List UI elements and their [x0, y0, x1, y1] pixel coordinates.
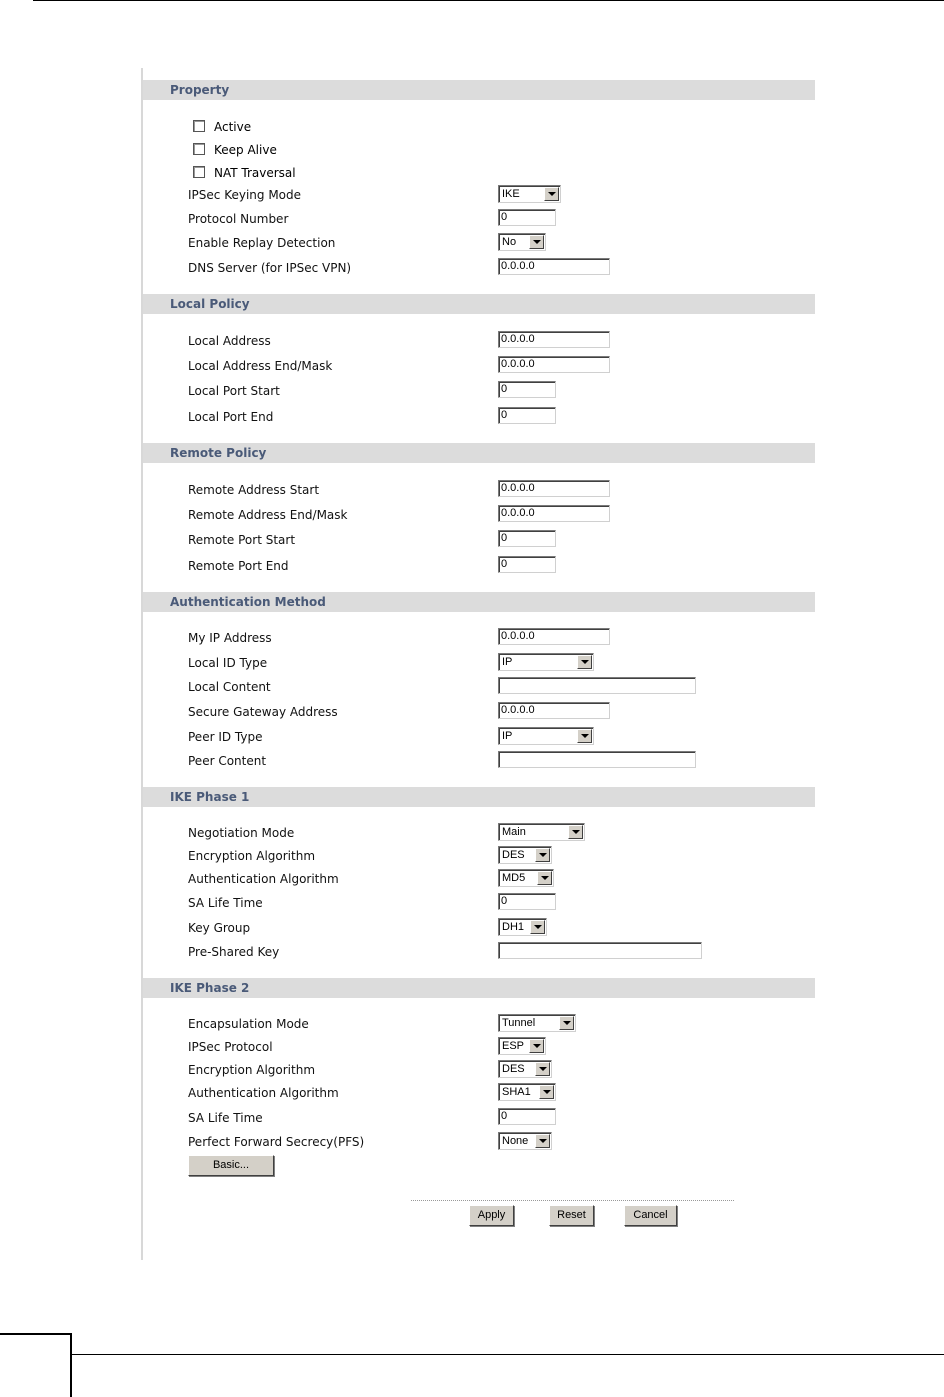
ike2-sa-life-input[interactable]: 0 [498, 1108, 556, 1125]
select-value: IP [502, 656, 513, 668]
local-address-label: Local Address [188, 334, 271, 348]
ipsec-protocol-label: IPSec Protocol [188, 1040, 273, 1054]
protocol-number-label: Protocol Number [188, 212, 289, 226]
ike1-authentication-select[interactable] [498, 869, 554, 887]
active-label: Active [214, 120, 252, 134]
ike1-encryption-label: Encryption Algorithm [188, 849, 316, 863]
remote-address-start-label: Remote Address Start [188, 483, 320, 497]
chevron-down-icon [559, 1016, 574, 1030]
secure-gateway-label: Secure Gateway Address [188, 705, 338, 719]
active-checkbox[interactable] [193, 120, 205, 132]
select-value: None [502, 1135, 529, 1147]
section-title: IKE Phase 1 [170, 790, 250, 804]
section-header-property [143, 80, 815, 100]
local-port-end-label: Local Port End [188, 410, 274, 424]
local-id-type-label: Local ID Type [188, 656, 268, 670]
keep-alive-checkbox[interactable] [193, 143, 205, 155]
remote-address-end-input[interactable]: 0.0.0.0 [498, 505, 610, 522]
remote-port-end-label: Remote Port End [188, 559, 289, 573]
select-value: MD5 [502, 872, 526, 884]
ike2-sa-life-label: SA Life Time [188, 1111, 263, 1125]
pfs-label: Perfect Forward Secrecy(PFS) [188, 1135, 365, 1149]
section-header-local-policy [143, 294, 815, 314]
section-header-remote-policy [143, 443, 815, 463]
my-ip-input[interactable]: 0.0.0.0 [498, 628, 610, 645]
ike2-encryption-label: Encryption Algorithm [188, 1063, 316, 1077]
select-value: IKE [502, 188, 520, 200]
pfs-select[interactable] [498, 1132, 552, 1150]
local-address-input[interactable]: 0.0.0.0 [498, 331, 610, 348]
replay-detection-label: Enable Replay Detection [188, 236, 336, 250]
ike1-encryption-select[interactable] [498, 846, 552, 864]
local-port-end-input[interactable]: 0 [498, 407, 556, 424]
peer-id-type-select[interactable] [498, 727, 594, 745]
select-value: IP [502, 730, 513, 742]
local-port-start-input[interactable]: 0 [498, 381, 556, 398]
chevron-down-icon [539, 1085, 554, 1099]
section-title: Authentication Method [170, 595, 326, 609]
footer-rule [72, 1354, 944, 1355]
negotiation-mode-label: Negotiation Mode [188, 826, 295, 840]
chevron-down-icon [529, 235, 544, 249]
select-value: DH1 [502, 921, 525, 933]
local-address-end-label: Local Address End/Mask [188, 359, 333, 373]
ike1-authentication-label: Authentication Algorithm [188, 872, 339, 886]
chevron-down-icon [537, 871, 552, 885]
ike2-authentication-select[interactable] [498, 1083, 556, 1101]
local-id-type-select[interactable] [498, 653, 594, 671]
section-title: Local Policy [170, 297, 250, 311]
negotiation-mode-select[interactable] [498, 823, 585, 841]
remote-port-start-label: Remote Port Start [188, 533, 296, 547]
key-group-label: Key Group [188, 921, 251, 935]
nat-traversal-checkbox[interactable] [193, 166, 205, 178]
key-group-select[interactable] [498, 918, 547, 936]
chevron-down-icon [577, 655, 592, 669]
my-ip-label: My IP Address [188, 631, 272, 645]
pre-shared-key-input[interactable] [498, 942, 702, 959]
pre-shared-key-label: Pre-Shared Key [188, 945, 280, 959]
remote-port-start-input[interactable]: 0 [498, 530, 556, 547]
local-content-label: Local Content [188, 680, 271, 694]
select-value: ESP [502, 1040, 525, 1052]
remote-address-start-input[interactable]: 0.0.0.0 [498, 480, 610, 497]
ike2-authentication-label: Authentication Algorithm [188, 1086, 339, 1100]
select-value: Tunnel [502, 1017, 536, 1029]
encapsulation-mode-label: Encapsulation Mode [188, 1017, 309, 1031]
select-value: No [502, 236, 517, 248]
chevron-down-icon [535, 1062, 550, 1076]
chevron-down-icon [530, 920, 545, 934]
local-port-start-label: Local Port Start [188, 384, 280, 398]
keep-alive-label: Keep Alive [214, 143, 277, 157]
peer-content-label: Peer Content [188, 754, 267, 768]
peer-id-type-label: Peer ID Type [188, 730, 263, 744]
local-content-input[interactable] [498, 677, 696, 694]
select-value: Main [502, 826, 526, 838]
chevron-down-icon [568, 825, 583, 839]
chevron-down-icon [535, 1134, 550, 1148]
section-title: Remote Policy [170, 446, 267, 460]
remote-address-end-label: Remote Address End/Mask [188, 508, 348, 522]
section-header-ike-phase2 [143, 978, 815, 998]
replay-detection-select[interactable] [498, 233, 546, 251]
chevron-down-icon [529, 1039, 544, 1053]
panel-left-border [141, 68, 143, 1260]
select-value: DES [502, 1063, 525, 1075]
select-value: DES [502, 849, 525, 861]
divider [411, 1200, 734, 1201]
ipsec-keying-mode-label: IPSec Keying Mode [188, 188, 302, 202]
chevron-down-icon [544, 187, 559, 201]
dns-server-label: DNS Server (for IPSec VPN) [188, 261, 352, 275]
encapsulation-mode-select[interactable] [498, 1014, 576, 1032]
cancel-button[interactable]: Cancel [624, 1205, 677, 1226]
secure-gateway-input[interactable]: 0.0.0.0 [498, 702, 610, 719]
ike1-sa-life-input[interactable]: 0 [498, 893, 556, 910]
apply-button[interactable]: Apply [469, 1205, 514, 1226]
section-title: IKE Phase 2 [170, 981, 250, 995]
ipsec-keying-mode-select[interactable] [498, 185, 561, 203]
select-value: SHA1 [502, 1086, 531, 1098]
remote-port-end-input[interactable]: 0 [498, 556, 556, 573]
protocol-number-input[interactable]: 0 [498, 209, 556, 226]
dns-server-input[interactable]: 0.0.0.0 [498, 258, 610, 275]
section-header-authentication [143, 592, 815, 612]
basic-button[interactable]: Basic... [188, 1155, 274, 1176]
chevron-down-icon [577, 729, 592, 743]
section-title: Property [170, 83, 230, 97]
page-number-box [0, 1333, 72, 1397]
top-rule [33, 0, 944, 1]
local-address-end-input[interactable]: 0.0.0.0 [498, 356, 610, 373]
ike2-encryption-select[interactable] [498, 1060, 552, 1078]
nat-traversal-label: NAT Traversal [214, 166, 296, 180]
chevron-down-icon [535, 848, 550, 862]
section-header-ike-phase1 [143, 787, 815, 807]
reset-button[interactable]: Reset [549, 1205, 594, 1226]
peer-content-input[interactable] [498, 751, 696, 768]
ike1-sa-life-label: SA Life Time [188, 896, 263, 910]
ipsec-protocol-select[interactable] [498, 1037, 546, 1055]
